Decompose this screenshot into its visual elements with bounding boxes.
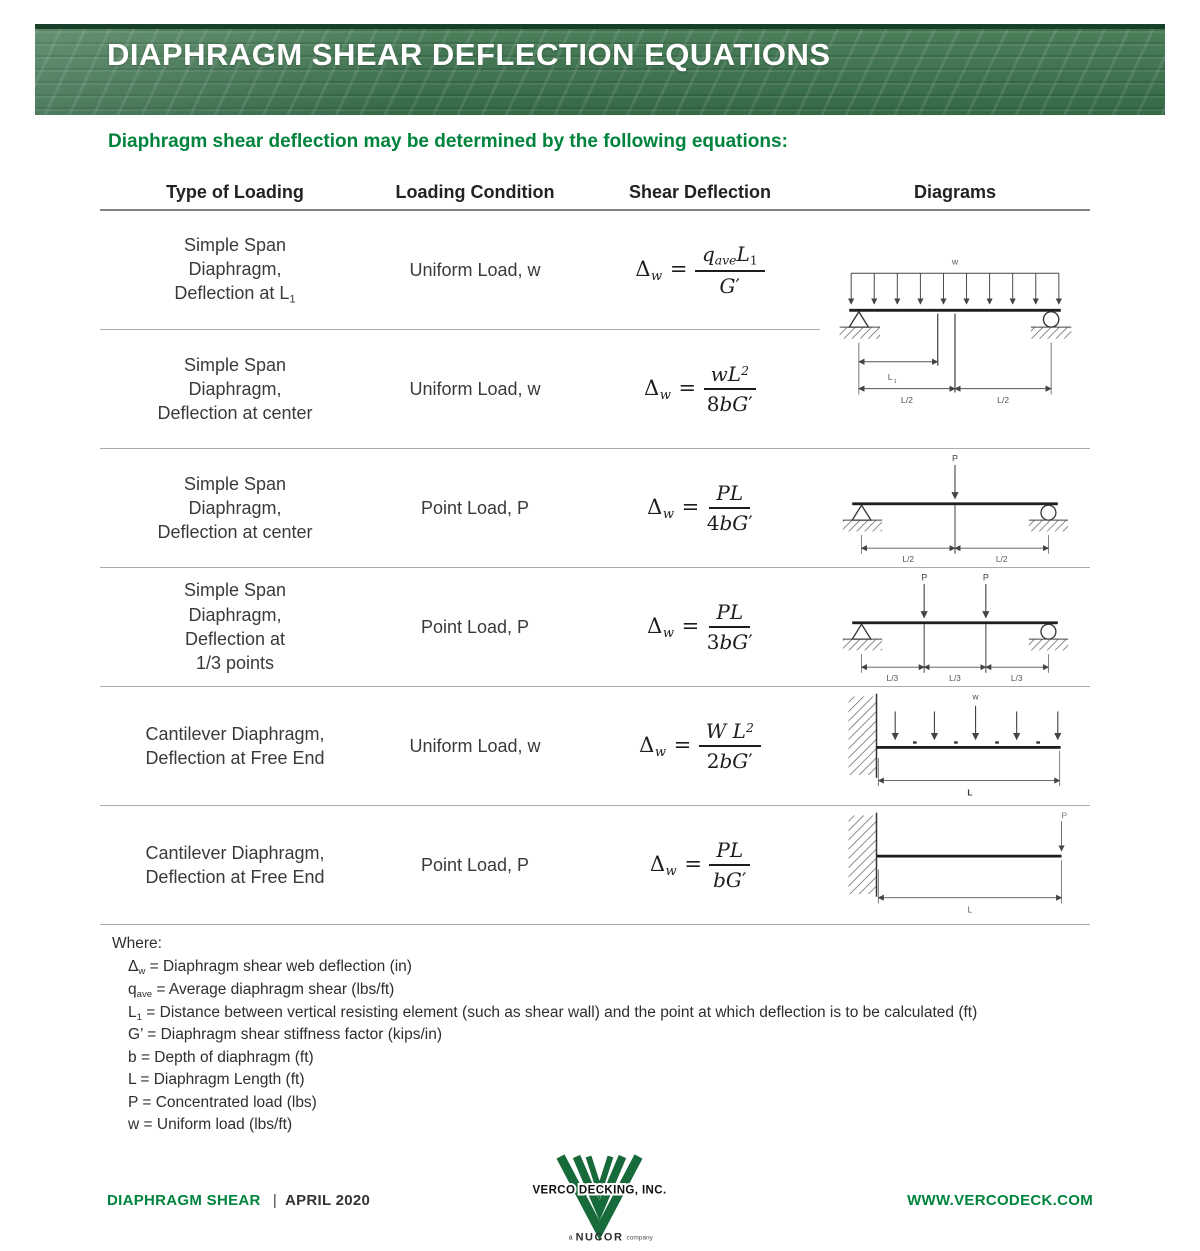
legend-definition: = Diaphragm shear stiffness factor (kips/in)	[147, 1026, 443, 1044]
loading-condition-cell: Uniform Load, w	[370, 687, 580, 806]
type-of-loading-cell: Cantilever Diaphragm, Deflection at Free End	[100, 806, 370, 925]
legend-definition: = Diaphragm Length (ft)	[140, 1071, 305, 1089]
loading-condition-cell: Uniform Load, w	[370, 330, 580, 449]
dimension-label: L	[967, 787, 973, 798]
type-of-loading-cell: Simple Span Diaphragm, Deflection at center	[100, 330, 370, 449]
equation-denominator: G′	[719, 273, 741, 298]
pin-support-icon	[843, 505, 882, 531]
footer	[107, 1151, 1093, 1251]
equations-table	[100, 167, 1090, 925]
shear-deflection-equation	[580, 568, 820, 687]
legend-definition: = Uniform load (lbs/ft)	[143, 1116, 293, 1134]
simple-span-third-point-loads-diagram	[830, 570, 1080, 684]
diagram-cantilever-uniform-load	[820, 687, 1090, 806]
logo-tagline-prefix: a	[568, 1234, 573, 1242]
shear-deflection-equation	[580, 449, 820, 568]
cantilever-uniform-load-diagram	[830, 689, 1080, 803]
equation-lhs: $\Delta_w$ =	[647, 494, 700, 522]
pin-support-icon	[843, 624, 882, 650]
verco-decking-logo	[523, 1152, 678, 1249]
equation-numerator: PL	[709, 600, 750, 628]
beam	[877, 746, 1061, 749]
beam	[852, 502, 1058, 505]
equation-fraction	[699, 719, 761, 773]
legend-entry	[128, 1092, 1072, 1114]
equation-fraction	[704, 362, 756, 416]
logo-tagline-suffix: company	[626, 1234, 653, 1242]
legend-entry	[128, 979, 1072, 1002]
legend-definition: = Distance between vertical resisting element (such as shear wall) and the point at which deflection is to be calculated (ft)	[146, 1003, 978, 1021]
column-header-diagrams: Diagrams	[820, 167, 1090, 211]
load-label: w	[951, 256, 959, 267]
footer-doc-info	[107, 1192, 370, 1209]
legend-entry	[128, 1024, 1072, 1046]
load-label: P	[1061, 810, 1068, 821]
column-header-type-of-loading: Type of Loading	[100, 167, 370, 211]
legend-definition: = Diaphragm shear web deflection (in)	[149, 958, 412, 975]
column-header-shear-deflection: Shear Deflection	[580, 167, 820, 211]
equation-numerator: W $L^2$	[699, 719, 761, 747]
legend	[112, 935, 1072, 1137]
type-of-loading-cell: Cantilever Diaphragm, Deflection at Free End	[100, 687, 370, 806]
beam	[877, 855, 1062, 858]
dimension-label: L/2	[995, 554, 1008, 565]
page-title: DIAPHRAGM SHEAR DEFLECTION EQUATIONS	[107, 37, 831, 72]
logo-tagline-brand: NUCOR	[575, 1231, 624, 1244]
beam	[852, 621, 1058, 624]
legend-where-label: Where:	[112, 935, 162, 952]
equation-numerator: PL	[709, 838, 750, 866]
equation-lhs: $\Delta_w$ =	[649, 851, 703, 879]
equation-lhs: $\Delta_w$ =	[639, 732, 692, 760]
beam	[849, 308, 1061, 311]
equation-denominator: 2bG′	[706, 749, 753, 773]
type-of-loading-cell: Simple Span Diaphragm, Deflection at $L_1$	[100, 211, 370, 330]
legend-symbol: w	[128, 1116, 140, 1134]
simple-span-uniform-load-diagram	[830, 254, 1080, 406]
equation-fraction	[707, 600, 753, 654]
footer-website: WWW.VERCODECK.COM	[907, 1192, 1093, 1210]
dimension-label: L/3	[1010, 673, 1023, 684]
equation-fraction	[695, 242, 765, 298]
verco-v-logo-icon	[523, 1152, 678, 1244]
fixed-wall-hatch	[848, 694, 876, 778]
shear-deflection-equation	[580, 330, 820, 449]
equation-fraction	[709, 838, 750, 892]
roller-support-icon	[1029, 624, 1068, 650]
dimension-label-l1: L	[887, 371, 893, 382]
fixed-wall-hatch	[848, 813, 876, 897]
type-of-loading-cell: Simple Span Diaphragm, Deflection at center	[100, 449, 370, 568]
legend-definition: = Average diaphragm shear (lbs/ft)	[156, 980, 395, 998]
equation-lhs: $\Delta_w$ =	[647, 613, 700, 641]
dimension-label: L/2	[902, 554, 915, 565]
legend-symbol: $q_{ave}$	[128, 980, 153, 1000]
roller-support-icon	[1031, 311, 1071, 338]
equation-denominator: 3bG′	[706, 630, 753, 654]
footer-date: APRIL 2020	[284, 1192, 371, 1210]
equation-denominator: 4bG′	[706, 511, 753, 535]
legend-definition: = Depth of diaphragm (ft)	[140, 1048, 314, 1066]
shear-deflection-equation	[580, 687, 820, 806]
legend-definition: = Concentrated load (lbs)	[142, 1093, 317, 1111]
loading-condition-cell: Uniform Load, w	[370, 211, 580, 330]
document-page	[0, 24, 1200, 1244]
dimension-label: L/3	[886, 673, 899, 684]
load-label: P	[952, 453, 958, 464]
legend-entry	[128, 1069, 1072, 1091]
simple-span-point-load-diagram	[830, 451, 1080, 565]
legend-entry	[128, 1047, 1072, 1069]
load-label: w	[972, 691, 979, 702]
table-body	[100, 211, 1090, 925]
equation-denominator: 8bG′	[706, 392, 753, 416]
dimension-label-l1-sub: 1	[893, 378, 897, 385]
shear-deflection-equation	[580, 211, 820, 330]
legend-entry	[128, 1002, 1072, 1025]
legend-symbol: G’	[128, 1026, 143, 1044]
loading-condition-cell: Point Load, P	[370, 568, 580, 687]
shear-deflection-equation	[580, 806, 820, 925]
load-label: P	[982, 572, 989, 583]
uniform-load-arrows	[851, 273, 1059, 304]
equation-numerator: $q_{ave}L_1$	[695, 242, 765, 272]
equation-lhs: $\Delta_w$ =	[635, 256, 688, 284]
dimension-label: L/2	[900, 394, 913, 405]
load-label: P	[921, 572, 928, 583]
equation-numerator: PL	[709, 481, 750, 509]
pin-support-icon	[840, 311, 880, 338]
uniform-load-arrows	[895, 706, 1058, 740]
equation-denominator: bG′	[713, 868, 747, 892]
footer-doc-name: DIAPHRAGM SHEAR	[107, 1192, 261, 1210]
diagram-simple-span-uniform-load	[820, 211, 1090, 449]
legend-symbol: $L_1$	[128, 1003, 142, 1023]
equation-numerator: $wL^2$	[704, 362, 756, 390]
legend-symbol: L	[128, 1071, 137, 1089]
roller-support-icon	[1029, 505, 1068, 531]
equation-fraction	[707, 481, 753, 535]
legend-symbol: P	[128, 1093, 139, 1111]
legend-symbol: b	[128, 1048, 137, 1066]
diagram-simple-span-point-loads-thirds	[820, 568, 1090, 687]
diagram-cantilever-point-load	[820, 806, 1090, 925]
diagram-simple-span-point-load-center	[820, 449, 1090, 568]
cantilever-point-load-diagram	[830, 808, 1080, 922]
dimension-label: L/3	[949, 673, 961, 684]
loading-condition-cell: Point Load, P	[370, 449, 580, 568]
legend-entry	[128, 1114, 1072, 1136]
legend-symbol: $\Delta_w$	[128, 958, 146, 977]
dimension-label: L	[967, 904, 973, 915]
legend-entry	[128, 956, 1072, 979]
footer-separator: |	[272, 1192, 277, 1210]
banner	[35, 24, 1165, 115]
column-header-loading-condition: Loading Condition	[370, 167, 580, 211]
equation-lhs: $\Delta_w$ =	[644, 375, 697, 403]
loading-condition-cell: Point Load, P	[370, 806, 580, 925]
table-header-row	[100, 167, 1090, 211]
uniform-load-ticks	[913, 741, 1040, 743]
type-of-loading-cell: Simple Span Diaphragm, Deflection at 1/3 points	[100, 568, 370, 687]
intro-text: Diaphragm shear deflection may be determined by the following equations:	[108, 131, 788, 152]
dimension-label: L/2	[997, 394, 1010, 405]
logo-company-name: VERCO DECKING, INC.	[532, 1184, 667, 1197]
